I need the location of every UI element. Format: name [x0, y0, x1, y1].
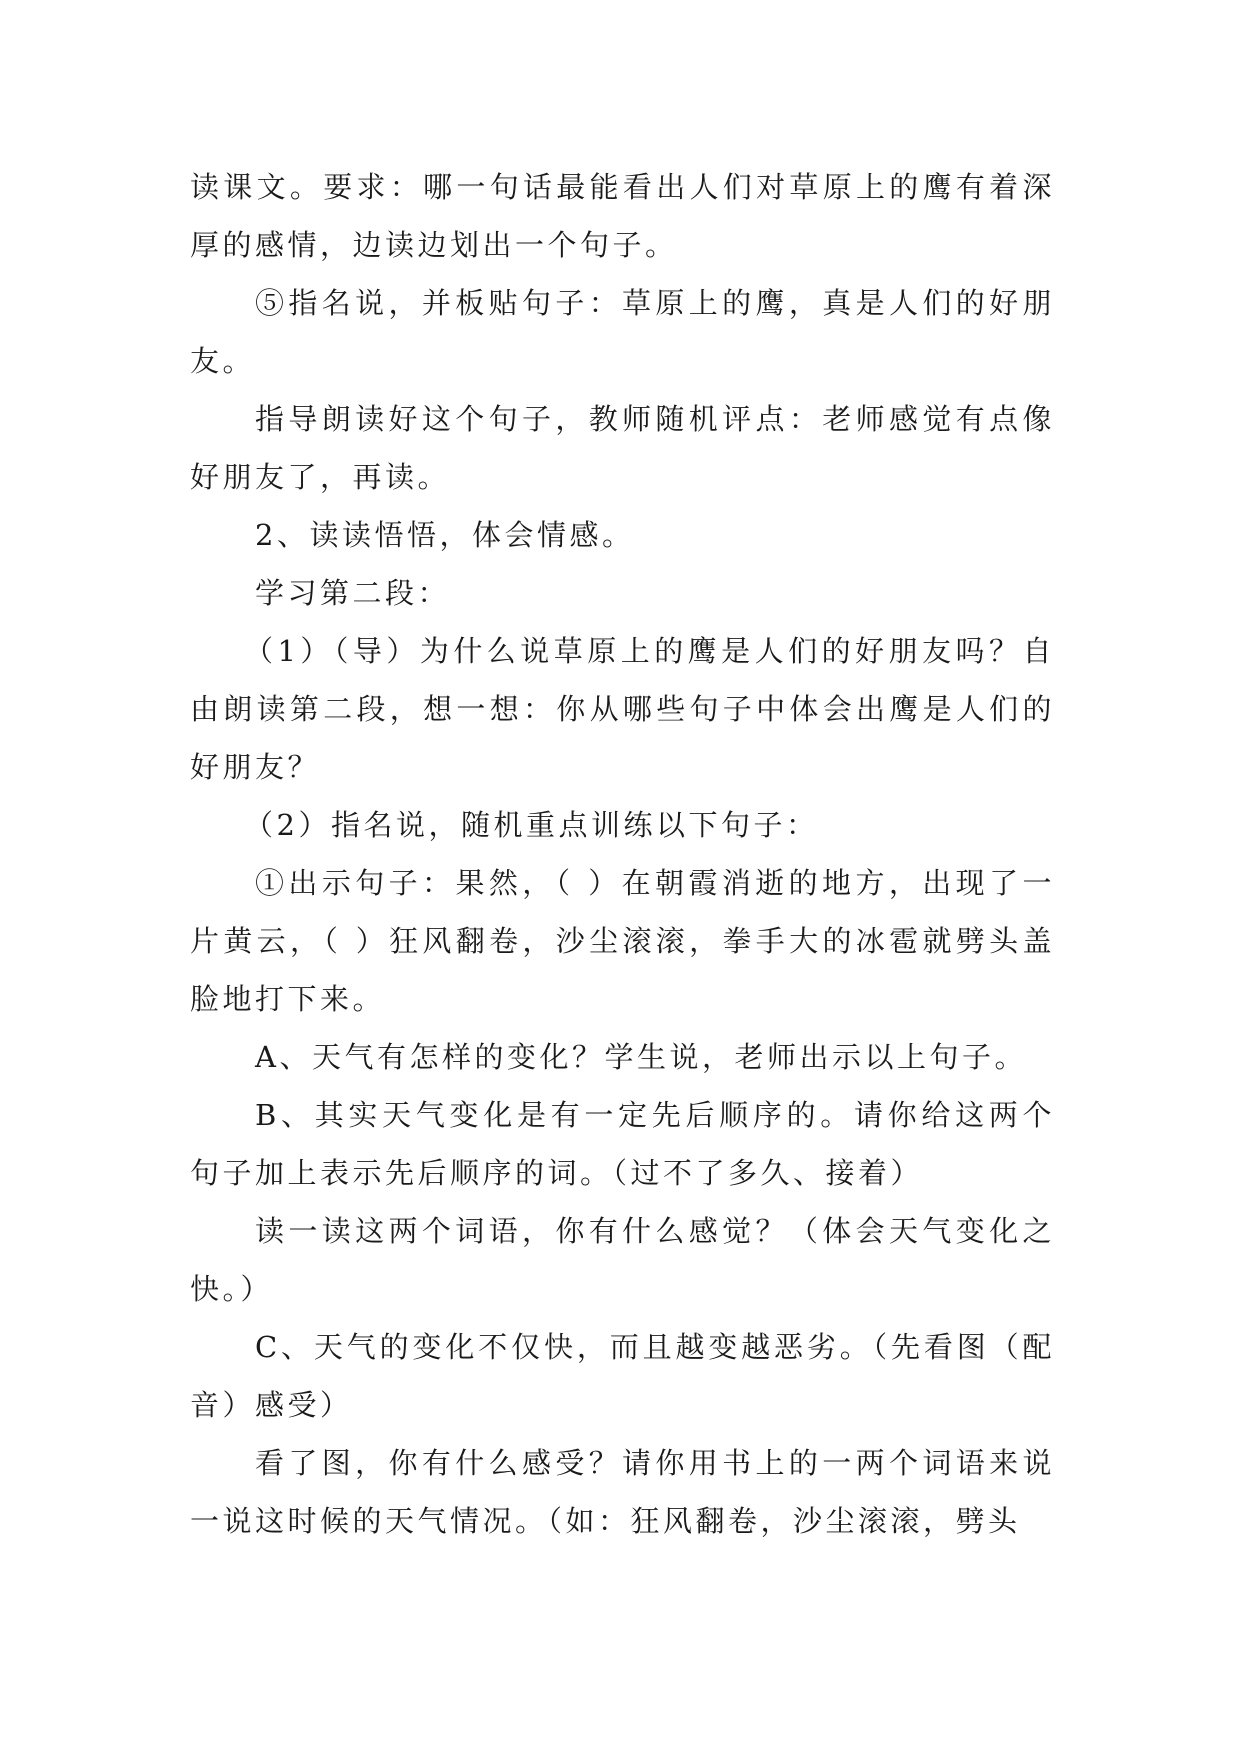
paragraph: C、天气的变化不仅快，而且越变越恶劣。（先看图（配音）感受） — [190, 1330, 1055, 1422]
paragraph: （1）（导）为什么说草原上的鹰是人们的好朋友吗？自由朗读第二段，想一想：你从哪些句子中体会出鹰是人们的好朋友？ — [190, 634, 1055, 784]
paragraph: 读课文。要求：哪一句话最能看出人们对草原上的鹰有着深厚的感情，边读边划出一个句子。 — [190, 170, 1055, 262]
paragraph: （2）指名说，随机重点训练以下句子： — [244, 808, 819, 842]
paragraph: 2、读读悟悟，体会情感。 — [255, 518, 635, 552]
paragraph: B、其实天气变化是有一定先后顺序的。请你给这两个句子加上表示先后顺序的词。（过不了多久、接着） — [190, 1098, 1055, 1190]
paragraph: 看了图，你有什么感受？请你用书上的一两个词语来说一说这时候的天气情况。（如：狂风翻卷，沙尘滚滚，劈头 — [190, 1446, 1055, 1538]
paragraph: ①出示句子：果然，（ ）在朝霞消逝的地方，出现了一片黄云，（ ）狂风翻卷，沙尘滚滚，拳手大的冰雹就劈头盖脸地打下来。 — [190, 866, 1055, 1016]
paragraph: 学习第二段： — [255, 576, 451, 610]
paragraph: A、天气有怎样的变化？学生说，老师出示以上句子。 — [255, 1040, 1027, 1074]
paragraph: 指导朗读好这个句子，教师随机评点：老师感觉有点像好朋友了，再读。 — [190, 402, 1055, 494]
paragraph: 读一读这两个词语，你有什么感觉？（体会天气变化之快。） — [190, 1214, 1055, 1306]
paragraph: ⑤指名说，并板贴句子：草原上的鹰，真是人们的好朋友。 — [190, 286, 1055, 378]
document-body — [190, 158, 1055, 1550]
